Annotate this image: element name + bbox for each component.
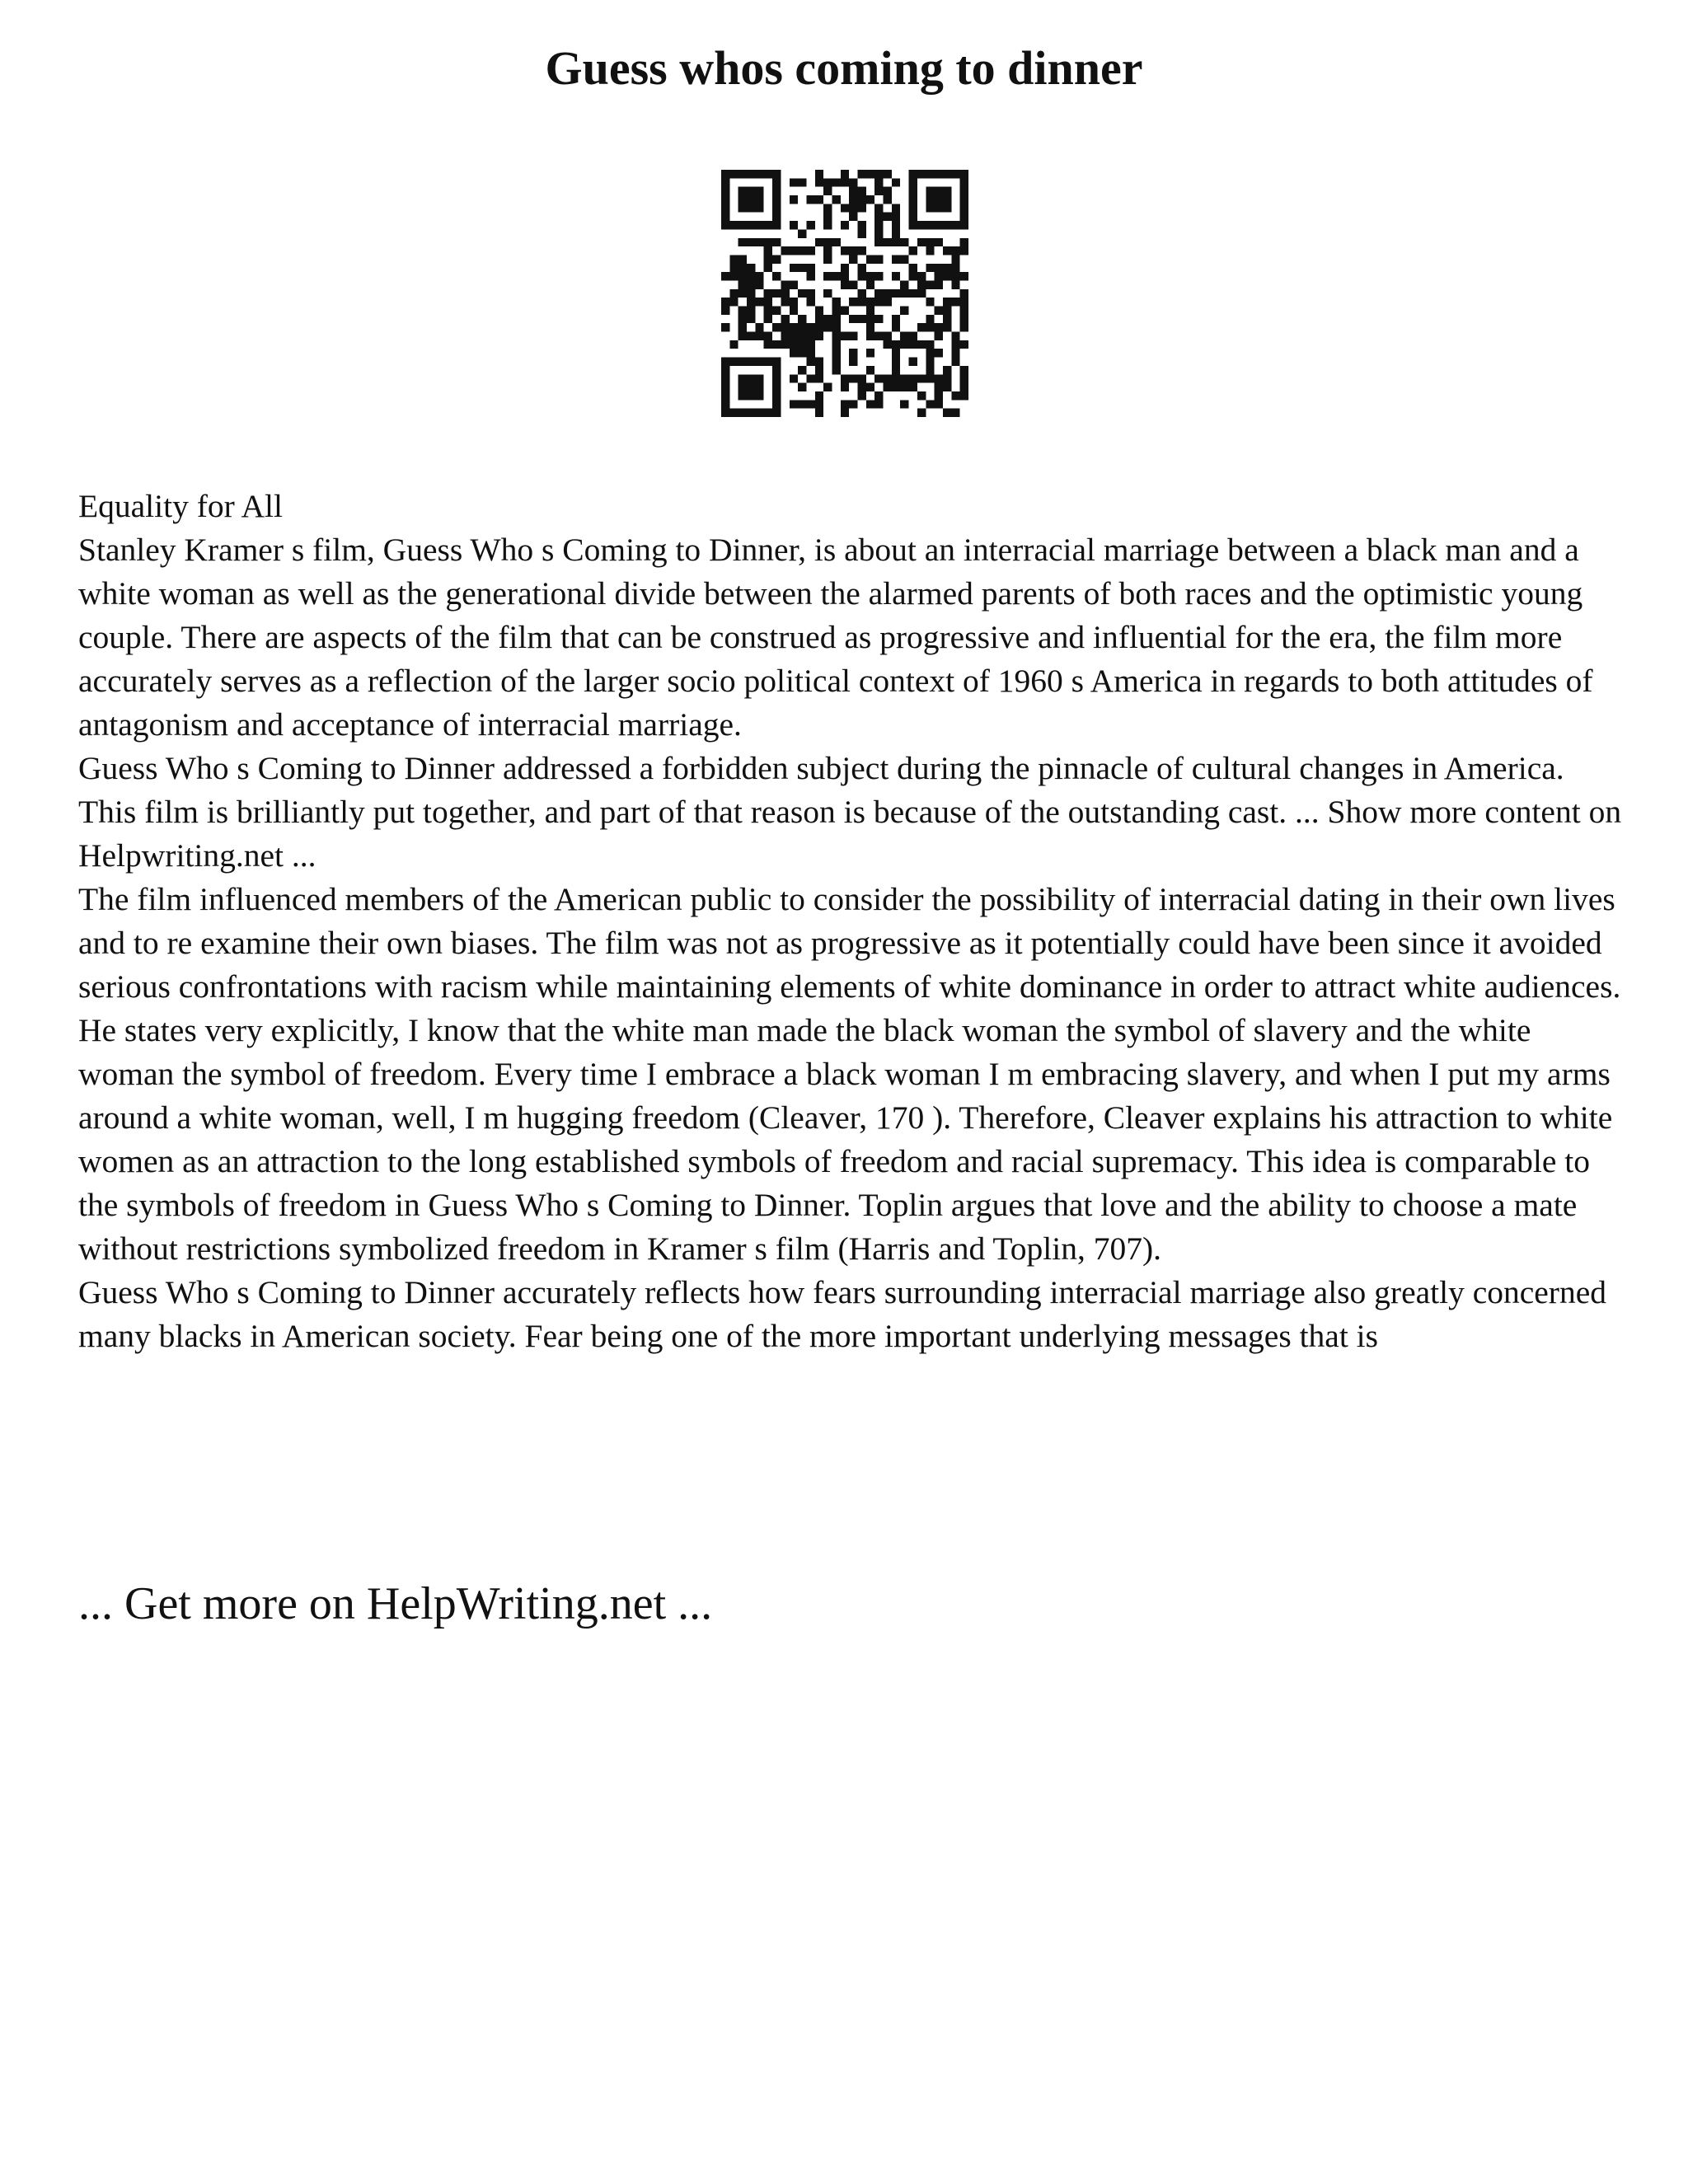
paragraph: Stanley Kramer s film, Guess Who s Coming to Dinner, is about an interracial marriage between a black man and a white woman as well as the generational divide between the alarmed parents of both races and the optimistic young couple. There are aspects of the film that can be construed as progressive and influential for the era, the film more accurately serves as a reflection of the larger socio political context of 1960 s America in regards to both attitudes of antagonism and acceptance of interracial marriage.: [78, 532, 1593, 743]
document-title: Guess whos coming to dinner: [545, 41, 1143, 95]
document-body: [78, 485, 1628, 1358]
get-more-link[interactable]: ... Get more on HelpWriting.net ...: [78, 1578, 713, 1629]
paragraph: Guess Who s Coming to Dinner accurately reflects how fears surrounding interracial marriage also greatly concerned many blacks in American society. Fear being one of the more important underlying messages that is: [78, 1274, 1606, 1354]
paragraph: He states very explicitly, I know that the white man made the black woman the symbol of slavery and the white woman the symbol of freedom. Every time I embrace a black woman I m embracing slavery, and when I put my arms around a white woman, well, I m hugging freedom (Cleaver, 170 ). Therefore, Cleaver explains his attraction to white women as an attraction to the long established symbols of freedom and racial supremacy. This idea is comparable to the symbols of freedom in Guess Who s Coming to Dinner. Toplin argues that love and the ability to choose a mate without restrictions symbolized freedom in Kramer s film (Harris and Toplin, 707).: [78, 1012, 1613, 1267]
qr-code-graphic: [721, 170, 968, 417]
paragraph: The film influenced members of the American public to consider the possibility of interracial dating in their own lives and to re examine their own biases. The film was not as progressive as it potentially could have been since it avoided serious confrontations with racism while maintaining elements of white dominance in order to attract white audiences.: [78, 881, 1621, 1005]
section-heading: Equality for All: [78, 488, 283, 524]
qr-code-image: [721, 170, 968, 417]
paragraph: Guess Who s Coming to Dinner addressed a forbidden subject during the pinnacle of cultural changes in America. This film is brilliantly put together, and part of that reason is because of the outstanding cast. ... Show more content on Helpwriting.net ...: [78, 750, 1622, 874]
